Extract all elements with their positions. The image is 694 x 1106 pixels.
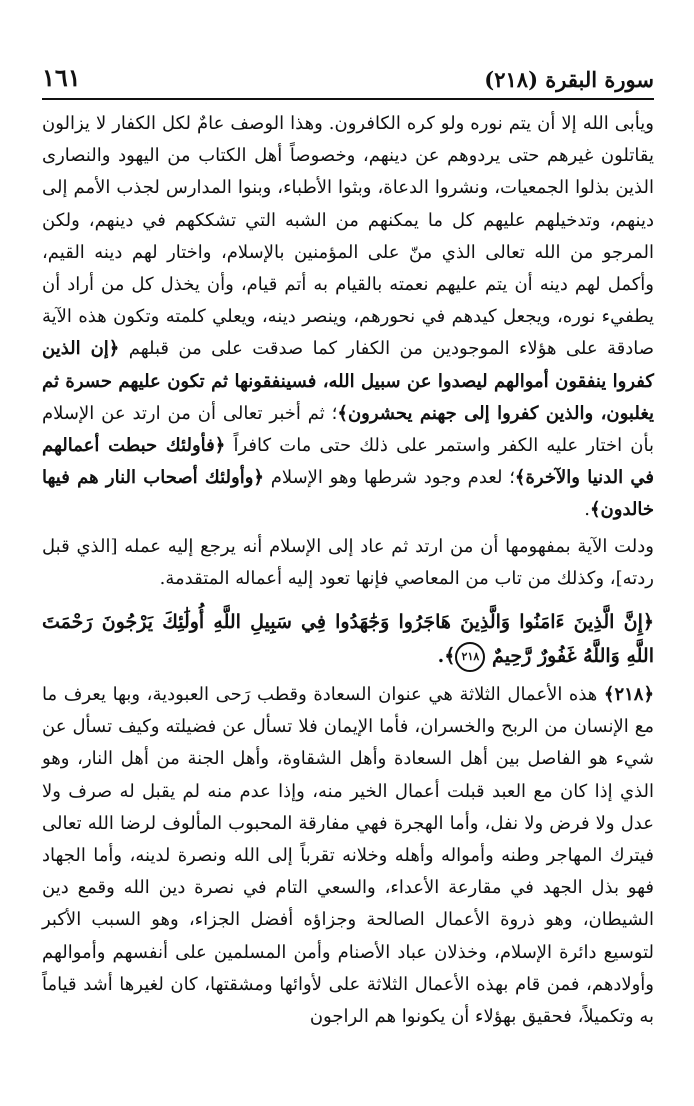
paragraph-1 [42, 108, 654, 527]
paragraph-1-text-a: ويأبى الله إلا أن يتم نوره ولو كره الكافرون. وهذا الوصف عامٌ لكل الكفار لا يزالون يقاتلون غيرهم حتى يردوهم عن دينهم، وخصوصاً أهل الكتاب من اليهود والنصارى الذين بذلوا الجمعيات، ونشروا الدعاة، وبثوا الأطباء، وبنوا المدارس لجذب الأمم إلى دينهم، وتدخيلهم عليهم كل ما يمكنهم من الشبه التي تشككهم في دينهم، ولكن المرجو من الله تعالى الذي منّ على المؤمنين بالإسلام، واختار لهم دينه القيم، وأكمل لهم دينه أن يتم عليهم نعمته بالقيام به أتم قيام، وأن يخذل كل من أراد أن يطفيء نوره، ويجعل كيدهم في نحورهم، وينصر دينه، ويعلي كلمته وتكون هذه الآية صادقة على هؤلاء الموجودين من الكفار كما صدقت على من قبلهم [42, 113, 654, 360]
verse-close: ﴾. [437, 645, 456, 668]
quran-quote-2: ﴿فأولئك حبطت أعمالهم في الدنيا والآخرة﴾ [42, 435, 654, 489]
verse-text: ﴿إِنَّ الَّذِينَ ءَامَنُوا وَالَّذِينَ هَاجَرُوا وَجَٰهَدُوا فِي سَبِيلِ اللَّهِ أُولَٰئِكَ يَرْجُونَ رَحْمَتَ اللَّهِ وَاللَّهُ غَفُورٌ رَّحِيمٌ [42, 611, 654, 668]
paragraph-1-text-b: ؛ ثم أخبر تعالى أن من ارتد عن الإسلام بأن اختار عليه الكفر واستمر على ذلك حتى مات كافراً [42, 402, 654, 457]
quran-quote-3: ﴿وأولئك أصحاب النار هم فيها خالدون﴾ [42, 467, 654, 521]
paragraph-3 [42, 679, 654, 1033]
page-number: ١٦١ [42, 63, 81, 92]
page-body [42, 108, 654, 1033]
page-header [42, 58, 654, 100]
running-head: سورة البقرة (٢١٨) [484, 67, 654, 92]
quran-quote-1: ﴿إن الذين كفروا ينفقون أموالهم ليصدوا عن سبيل الله، فسينفقونها ثم تكون عليهم حسرة ثم يغلبون، والذين كفروا إلى جهنم يحشرون﴾ [42, 338, 655, 424]
paragraph-1-text-c: ؛ لعدم وجود شرطها وهو الإسلام [263, 467, 515, 489]
paragraph-3-text: هذه الأعمال الثلاثة هي عنوان السعادة وقطب رَحى العبودية، وبها يعرف ما مع الإنسان من الربح والخسران، فأما الإيمان فلا تسأل عن فضيلته وكيف تسأل عن شيء هو الفاصل بين أهل السعادة وأهل الشقاوة، وأهل الجنة من أهل النار، وهو الذي إذا كان مع العبد قبلت أعمال الخير منه، وإذا عدم منه لم يقبل له صرف ولا عدل ولا فرض ولا نفل، وأما الهجرة فهي مفارقة المحبوب المألوف لرضا الله تعالى فيترك المهاجر وطنه وأمواله وأهله وخلانه تقرباً إلى الله ونصرة لدينه، وأما الجهاد فهو بذل الجهد في مقارعة الأعداء، والسعي التام في نصرة دين الله وقمع دين الشيطان، وهو ذروة الأعمال الصالحة وجزاؤه أفضل الجزاء، وهو السبب الأكبر لتوسيع دائرة الإسلام، وخذلان عباد الأصنام وأمن المسلمين على أنفسهم وأموالهم وأولادهم، فمن قام بهذه الأعمال الثلاثة على لأوائها ومشقتها، كان لغيرها أشد قياماً به وتكميلاً، فحقيق بهؤلاء أن يكونوا هم الراجون [42, 684, 654, 1028]
verse-block [42, 605, 654, 673]
paragraph-2: ودلت الآية بمفهومها أن من ارتد ثم عاد إلى الإسلام أنه يرجع إليه عمله [الذي قبل ردته]، وكذلك من تاب من المعاصي فإنها تعود إليه أعماله المتقدمة. [42, 535, 654, 589]
commentary-verse-number: ﴿٢١٨﴾ [603, 684, 654, 706]
ayah-number-mark: ٢١٨ [455, 642, 485, 672]
paragraph-1-text-d: . [584, 499, 590, 521]
